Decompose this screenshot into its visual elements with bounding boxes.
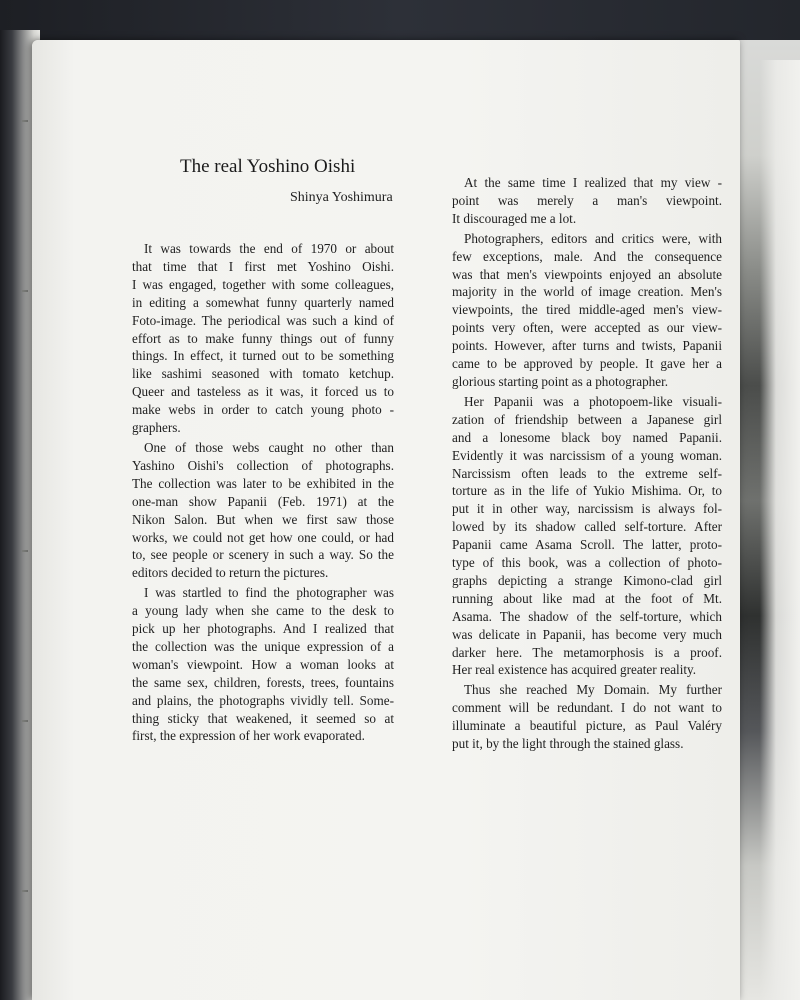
paragraph bbox=[132, 240, 394, 437]
text-line: Thus she reached My Domain. My further bbox=[464, 682, 722, 698]
text-line: thing sticky that weakened, it seemed so at bbox=[132, 710, 394, 726]
text-line: make webs in order to catch young photo - bbox=[132, 402, 394, 418]
text-line: illuminate a beautiful picture, as Paul Valéry bbox=[452, 718, 722, 734]
text-line: the collection was the unique expression of a bbox=[132, 638, 394, 654]
text-line: points. However, after turns and twists, Papanii bbox=[452, 338, 722, 354]
text-line: darker here. The metamorphosis is a proof. bbox=[452, 644, 722, 660]
text-line: At the same time I realized that my view - bbox=[464, 175, 722, 190]
text-line: glorious starting point as a photographer. bbox=[452, 373, 669, 389]
text-line: running about like mad at the foot of Mt. bbox=[452, 590, 722, 606]
text-line: to, see people or scenery in such a way. So the bbox=[132, 547, 394, 563]
text-line: point was merely a man's viewpoint. bbox=[452, 192, 722, 208]
text-line: like sashimi seasoned with tomato ketchup. bbox=[132, 366, 394, 382]
text-line: Her Papanii was a photopoem-like visuali- bbox=[464, 393, 722, 409]
text-line: Asama. The shadow of the self-torture, which bbox=[452, 608, 722, 624]
text-line: I was startled to find the photographer was bbox=[144, 585, 394, 601]
text-line: the same sex, children, forests, trees, fountains bbox=[132, 674, 394, 690]
edge-mark bbox=[22, 550, 28, 552]
text-line: a young lady when she came to the desk to bbox=[132, 603, 394, 619]
text-line: Narcissism often leads to the extreme self- bbox=[452, 465, 722, 481]
text-line: zation of friendship between a Japanese girl bbox=[452, 411, 722, 427]
book-page bbox=[32, 40, 740, 1000]
edge-mark bbox=[22, 890, 28, 892]
text-line: put it, by the light through the stained glass. bbox=[452, 736, 684, 752]
edge-mark bbox=[22, 720, 28, 722]
text-line: and plains, the photographs vividly tell. Some- bbox=[132, 692, 394, 708]
edge-mark bbox=[22, 290, 28, 292]
text-line: Yashino Oishi's collection of photographs. bbox=[132, 457, 394, 473]
text-line: The collection was later to be exhibited in the bbox=[132, 475, 394, 491]
paragraph bbox=[132, 584, 394, 745]
right-page-edge bbox=[760, 60, 800, 1000]
text-line: Evidently it was narcissism of a young woman. bbox=[452, 447, 722, 463]
text-line: effort as to make funny things out of funny bbox=[132, 330, 394, 346]
text-line: graphs depicting a strange Kimono-clad girl bbox=[452, 572, 722, 588]
text-line: comment will be redundant. I do not want to bbox=[452, 700, 722, 716]
paragraph bbox=[452, 681, 722, 753]
article-title: The real Yoshino Oishi bbox=[180, 156, 356, 177]
text-line: viewpoints, the tired middle-aged men's view- bbox=[452, 302, 722, 318]
edge-mark bbox=[22, 120, 28, 122]
text-line: Foto-image. The periodical was such a kind of bbox=[132, 312, 394, 328]
text-line: majority in the world of image creation. Men's bbox=[452, 284, 722, 300]
text-line: works, we could not get how one could, or had bbox=[132, 529, 394, 545]
text-line: Nikon Salon. But when we first saw those bbox=[132, 511, 394, 527]
text-line: graphers. bbox=[132, 420, 181, 436]
text-line: Queer and tasteless as it was, it forced us to bbox=[132, 384, 394, 400]
paragraph bbox=[452, 174, 722, 228]
text-line: woman's viewpoint. How a woman looks at bbox=[132, 656, 394, 672]
right-text-column bbox=[452, 174, 722, 755]
paragraph bbox=[452, 393, 722, 680]
text-line: It was towards the end of 1970 or about bbox=[144, 241, 394, 256]
text-line: torture as in the life of Yukio Mishima. Or, to bbox=[452, 483, 722, 499]
text-line: one-man show Papanii (Feb. 1971) at the bbox=[132, 493, 394, 509]
text-line: in editing a somewhat funny quarterly named bbox=[132, 294, 394, 310]
text-line: first, the expression of her work evaporated. bbox=[132, 728, 365, 744]
text-line: type of this book, was a collection of photo- bbox=[452, 555, 722, 571]
text-line: things. In effect, it turned out to be something bbox=[132, 348, 394, 364]
article-author: Shinya Yoshimura bbox=[290, 190, 393, 205]
text-line: Photographers, editors and critics were, with bbox=[464, 230, 722, 246]
text-line: It discouraged me a lot. bbox=[452, 210, 577, 226]
text-line: pick up her photographs. And I realized that bbox=[132, 621, 394, 637]
text-line: lowed by its shadow called self-torture. After bbox=[452, 519, 722, 535]
text-line: One of those webs caught no other than bbox=[144, 439, 394, 455]
text-line: came to be approved by people. It gave her a bbox=[452, 356, 722, 372]
text-line: Papanii came Asama Scroll. The latter, proto- bbox=[452, 537, 722, 553]
left-text-column bbox=[132, 240, 394, 747]
text-line: was delicate in Papanii, has become very much bbox=[452, 626, 722, 642]
text-line: Her real existence has acquired greater reality. bbox=[452, 662, 697, 678]
text-line: editors decided to return the pictures. bbox=[132, 565, 329, 581]
text-line: few exceptions, male. And the consequence bbox=[452, 248, 722, 264]
paragraph bbox=[452, 230, 722, 391]
text-line: I was engaged, together with some colleagues, bbox=[132, 276, 394, 292]
text-line: put it in other way, narcissism is always fol- bbox=[452, 501, 722, 517]
paragraph bbox=[132, 439, 394, 582]
text-line: and a lonesome black boy named Papanii. bbox=[452, 429, 722, 445]
text-line: was that men's viewpoints enjoyed an absolute bbox=[452, 266, 722, 282]
text-line: that time that I first met Yoshino Oishi. bbox=[132, 258, 394, 274]
text-line: points very often, were accepted as our view- bbox=[452, 320, 722, 336]
